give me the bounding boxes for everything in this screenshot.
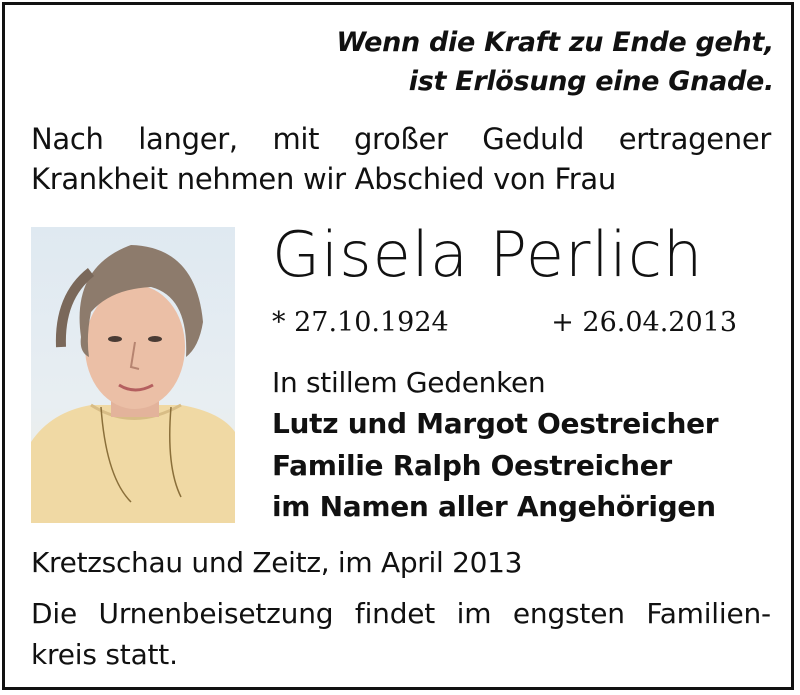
- birth-date: * 27.10.1924: [272, 307, 449, 338]
- place-date: Kretzschau und Zeitz, im April 2013: [31, 546, 523, 579]
- intro-word: mit: [272, 122, 320, 156]
- intro-word: Geduld: [482, 122, 585, 156]
- burial-word: engsten: [512, 597, 625, 630]
- mourners-intro: In stillem Gedenken: [272, 366, 546, 399]
- motto-line-2: ist Erlösung eine Gnade.: [408, 66, 774, 97]
- intro-word: großer: [353, 122, 448, 156]
- mourner-line: Lutz und Margot Oestreicher: [272, 407, 719, 440]
- mourner-line: Familie Ralph Oestreicher: [272, 449, 672, 482]
- burial-word: Die: [31, 597, 77, 630]
- motto-line-1: Wenn die Kraft zu Ende geht,: [336, 27, 774, 58]
- burial-word: Familien-: [646, 597, 771, 630]
- burial-word: findet: [354, 597, 436, 630]
- intro-line-2: Krankheit nehmen wir Abschied von Frau: [31, 162, 616, 196]
- intro-word: Nach: [31, 122, 104, 156]
- intro-line-1: [31, 122, 771, 156]
- intro-word: ertragener: [618, 122, 771, 156]
- intro-word: langer,: [138, 122, 238, 156]
- burial-word: Urnenbeisetzung: [98, 597, 334, 630]
- burial-note-line-2: kreis statt.: [31, 638, 178, 671]
- deceased-name: Gisela Perlich: [272, 218, 704, 291]
- mourner-line: im Namen aller Angehörigen: [272, 490, 716, 523]
- death-date: + 26.04.2013: [551, 307, 737, 338]
- burial-note-line-1: [31, 597, 771, 630]
- burial-word: im: [456, 597, 492, 630]
- portrait-photo: [31, 227, 235, 523]
